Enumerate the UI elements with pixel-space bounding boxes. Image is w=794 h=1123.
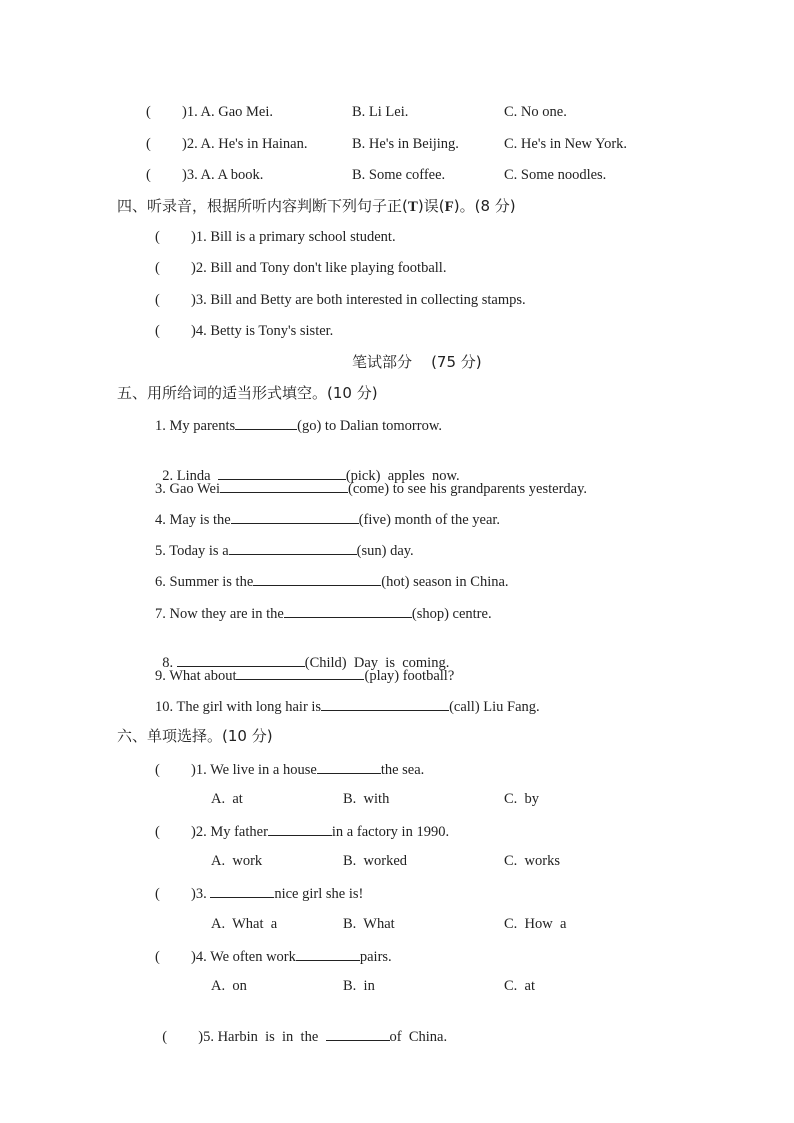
choice-3-option-a[interactable]: A. What a bbox=[211, 916, 278, 932]
true-false-item-3: ( )3. Bill and Betty are both interested in collecting stamps. bbox=[155, 292, 526, 308]
fill-item-7: 7. Now they are in the (shop) centre. bbox=[155, 603, 492, 623]
answer-blank[interactable] bbox=[231, 509, 359, 524]
fill-item-9: 9. What about (play) football? bbox=[155, 665, 454, 685]
choice-2-option-a[interactable]: A. work bbox=[211, 853, 263, 869]
choice-4-option-a[interactable]: A. on bbox=[211, 978, 247, 994]
section-4-title: 四、听录音，根据所听内容判断下列句子正(T)误(F)。(8 分) bbox=[117, 197, 516, 215]
listening-item-3-option-b: B. Some coffee. bbox=[352, 167, 446, 183]
answer-paren[interactable]: ( bbox=[155, 886, 160, 902]
answer-paren[interactable]: ( bbox=[155, 229, 160, 245]
answer-paren[interactable]: ( bbox=[146, 167, 151, 183]
fill-item-6: 6. Summer is the (hot) season in China. bbox=[155, 571, 509, 591]
answer-paren[interactable]: ( bbox=[162, 1029, 168, 1045]
fill-item-4: 4. May is the (five) month of the year. bbox=[155, 509, 500, 529]
choice-item-1: ( )1. We live in a house the sea. bbox=[155, 759, 424, 779]
listening-item-1-option-b: B. Li Lei. bbox=[352, 104, 409, 120]
listening-item-2-option-c: C. He's in New York. bbox=[504, 136, 628, 152]
listening-item-2-option-b: B. He's in Beijing. bbox=[352, 136, 459, 152]
choice-item-2: ( )2. My father in a factory in 1990. bbox=[155, 821, 449, 841]
choice-2-option-b[interactable]: B. worked bbox=[343, 853, 408, 869]
answer-paren[interactable]: ( bbox=[146, 136, 151, 152]
written-part-title: 笔试部分 (75 分) bbox=[352, 353, 482, 371]
answer-blank[interactable] bbox=[235, 415, 297, 430]
choice-3-option-b[interactable]: B. What bbox=[343, 916, 395, 932]
answer-blank[interactable] bbox=[210, 883, 274, 898]
fill-item-5: 5. Today is a (sun) day. bbox=[155, 540, 414, 560]
choice-4-option-b[interactable]: B. in bbox=[343, 978, 375, 994]
listening-item-3-option-c: C. Some noodles. bbox=[504, 167, 607, 183]
answer-blank[interactable] bbox=[326, 1026, 390, 1041]
choice-item-4: ( )4. We often work pairs. bbox=[155, 946, 392, 966]
choice-4-option-c[interactable]: C. at bbox=[504, 978, 536, 994]
choice-1-option-a[interactable]: A. at bbox=[211, 791, 243, 807]
answer-paren[interactable]: ( bbox=[155, 762, 160, 778]
answer-paren[interactable]: ( bbox=[155, 323, 160, 339]
choice-1-option-b[interactable]: B. with bbox=[343, 791, 390, 807]
fill-item-3: 3. Gao Wei (come) to see his grandparents yesterday. bbox=[155, 478, 587, 498]
answer-blank[interactable] bbox=[268, 821, 332, 836]
choice-item-3: ( )3. nice girl she is! bbox=[155, 883, 363, 903]
choice-2-option-c[interactable]: C. works bbox=[504, 853, 560, 869]
section-5-title: 五、用所给词的适当形式填空。(10 分) bbox=[117, 384, 378, 402]
answer-blank[interactable] bbox=[284, 603, 412, 618]
choice-item-5: ( )5. Harbin is in the of China. bbox=[155, 1008, 447, 1046]
answer-blank[interactable] bbox=[253, 571, 381, 586]
answer-paren[interactable]: ( bbox=[155, 824, 160, 840]
fill-item-2: 2. Linda (pick) apples now. bbox=[155, 447, 460, 485]
true-false-item-1: ( )1. Bill is a primary school student. bbox=[155, 229, 396, 245]
answer-blank[interactable] bbox=[296, 946, 360, 961]
answer-paren[interactable]: ( bbox=[146, 104, 151, 120]
true-false-item-2: ( )2. Bill and Tony don't like playing football. bbox=[155, 260, 447, 276]
answer-blank[interactable] bbox=[317, 759, 381, 774]
listening-item-1-option-c: C. No one. bbox=[504, 104, 567, 120]
choice-3-option-c[interactable]: C. How a bbox=[504, 916, 567, 932]
answer-blank[interactable] bbox=[229, 540, 357, 555]
listening-item-2: ( )2. A. He's in Hainan. bbox=[146, 136, 308, 152]
answer-paren[interactable]: ( bbox=[155, 292, 160, 308]
listening-item-1: ( )1. A. Gao Mei. bbox=[146, 104, 274, 120]
true-false-item-4: ( )4. Betty is Tony's sister. bbox=[155, 323, 334, 339]
fill-item-8: 8. (Child) Day is coming. bbox=[155, 634, 449, 672]
listening-item-3: ( )3. A. A book. bbox=[146, 167, 264, 183]
fill-item-1: 1. My parents (go) to Dalian tomorrow. bbox=[155, 415, 442, 435]
answer-paren[interactable]: ( bbox=[155, 260, 160, 276]
section-6-title: 六、单项选择。(10 分) bbox=[117, 727, 273, 745]
fill-item-10: 10. The girl with long hair is (call) Liu Fang. bbox=[155, 696, 540, 716]
answer-blank[interactable] bbox=[236, 665, 364, 680]
answer-blank[interactable] bbox=[220, 478, 348, 493]
choice-1-option-c[interactable]: C. by bbox=[504, 791, 540, 807]
answer-blank[interactable] bbox=[321, 696, 449, 711]
answer-paren[interactable]: ( bbox=[155, 949, 160, 965]
